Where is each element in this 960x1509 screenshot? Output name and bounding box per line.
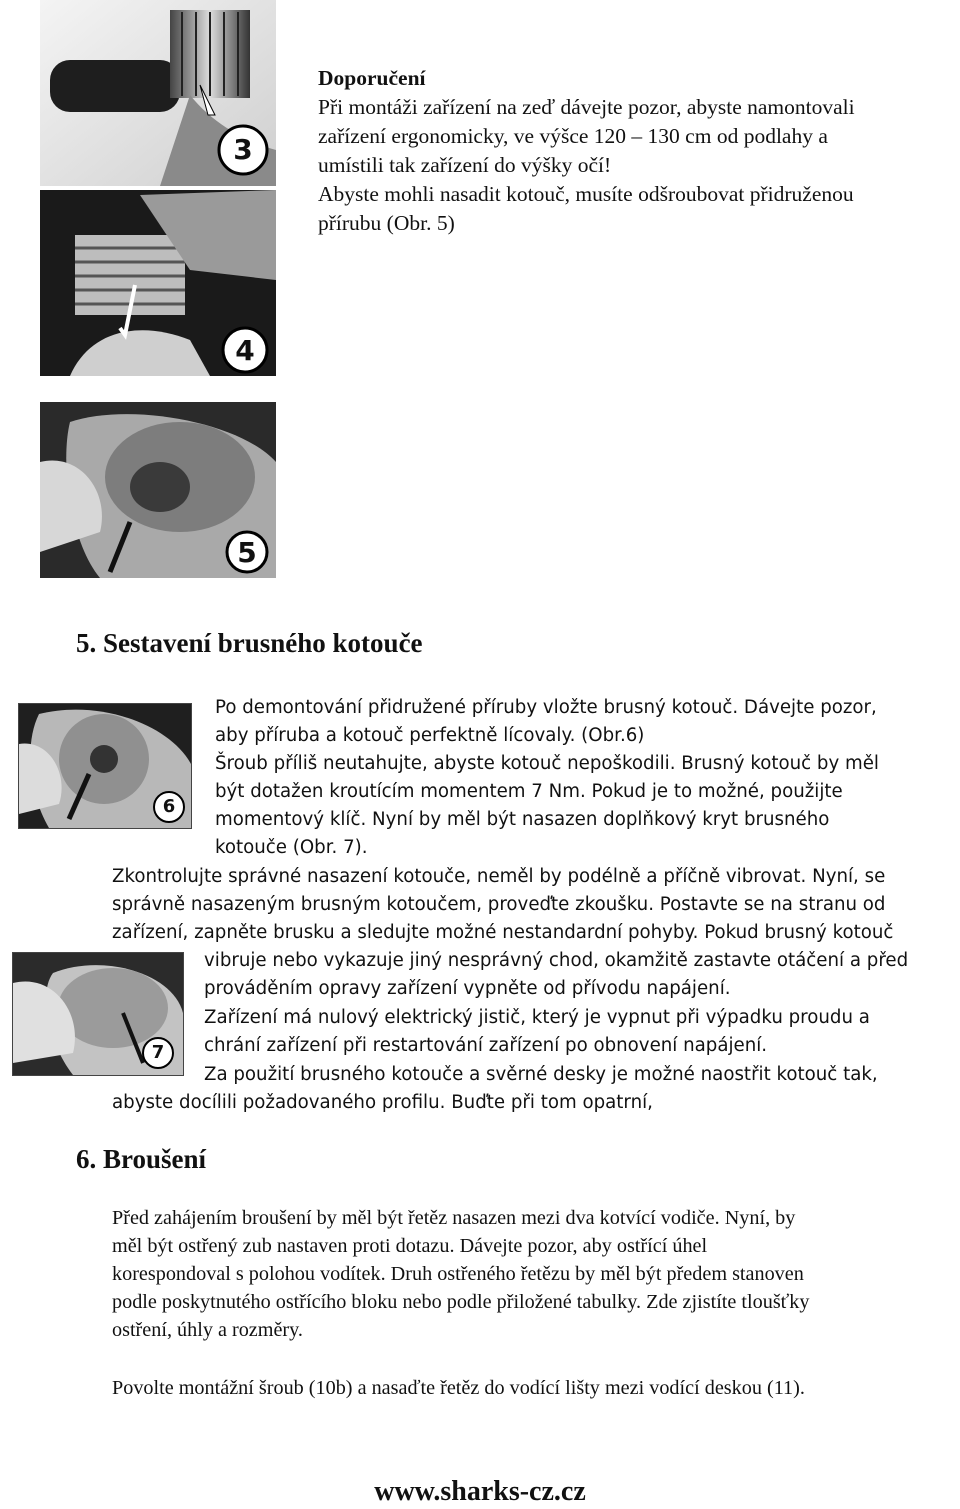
section-5-line: správně nasazeným brusným kotoučem, proveďte zkoušku. Postavte se na stranu od xyxy=(112,894,886,915)
figure-5-number: 5 xyxy=(237,536,257,569)
section-6-line: podle poskytnutého ostřícího bloku nebo podle přiložené tabulky. Zde zjistíte tloušťky xyxy=(112,1291,810,1313)
section-5-line: vibruje nebo vykazuje jiný nesprávný chod, okamžitě zastavte otáčení a před xyxy=(204,950,909,971)
section-5-line: Zkontrolujte správné nasazení kotouče, neměl by podélně a příčně vibrovat. Nyní, se xyxy=(112,866,886,887)
footer-url[interactable]: www.sharks-cz.cz xyxy=(374,1476,586,1507)
recommendation-line: Při montáži zařízení na zeď dávejte pozor, abyste namontovali xyxy=(318,95,855,119)
figure-3-photo xyxy=(40,0,276,186)
section-5-line: momentový klíč. Nyní by měl být nasazen doplňkový kryt brusného xyxy=(215,809,830,830)
recommendation-line: umístili tak zařízení do výšky očí! xyxy=(318,153,612,177)
section-6-line: ostření, úhly a rozměry. xyxy=(112,1319,303,1341)
recommendation-title: Doporučení xyxy=(318,66,426,90)
recommendation-line: Abyste mohli nasadit kotouč, musíte odšroubovat přidruženou xyxy=(318,182,854,206)
section-5-line: Zařízení má nulový elektrický jistič, který je vypnut při výpadku proudu a xyxy=(204,1007,870,1028)
section-6-heading: 6. Broušení xyxy=(76,1144,207,1174)
section-5-heading: 5. Sestavení brusného kotouče xyxy=(76,628,423,658)
section-5-line: Po demontování přidružené příruby vložte brusný kotouč. Dávejte pozor, xyxy=(215,697,877,718)
section-5-line: abyste docílili požadovaného profilu. Buďte při tom opatrní, xyxy=(112,1092,653,1113)
section-5-line: Šroub příliš neutahujte, abyste kotouč nepoškodili. Brusný kotouč by měl xyxy=(215,753,879,774)
section-5-line: kotouče (Obr. 7). xyxy=(215,837,368,858)
section-5-line: aby příruba a kotouč perfektně lícovaly. (Obr.6) xyxy=(215,725,645,746)
figure-3-number: 3 xyxy=(233,133,253,166)
section-6-line: Povolte montážní šroub (10b) a nasaďte řetěz do vodící lišty mezi vodící deskou (11). xyxy=(112,1377,805,1399)
section-6-line: Před zahájením broušení by měl být řetěz nasazen mezi dva kotvící vodiče. Nyní, by xyxy=(112,1207,796,1229)
figure-7-photo xyxy=(12,952,184,1076)
section-5-line: prováděním opravy zařízení vypněte od přívodu napájení. xyxy=(204,978,731,999)
figure-4-photo xyxy=(40,190,276,376)
section-6-line: měl být ostřený zub nastaven proti dotazu. Dávejte pozor, aby ostřící úhel xyxy=(112,1235,708,1257)
figure-6-photo xyxy=(18,703,192,829)
recommendation-line: zařízení ergonomicky, ve výšce 120 – 130 cm od podlahy a xyxy=(318,124,828,148)
figure-6-number: 6 xyxy=(162,796,176,817)
section-6-line: korespondoval s polohou vodítek. Druh ostřeného řetězu by měl být předem stanoven xyxy=(112,1263,804,1285)
section-5-line: chrání zařízení při restartování zařízení po obnovení napájení. xyxy=(204,1035,768,1056)
recommendation-line: přírubu (Obr. 5) xyxy=(318,211,455,235)
figure-4-number: 4 xyxy=(235,334,255,367)
figure-5-photo xyxy=(40,402,276,578)
section-5-line: Za použití brusného kotouče a svěrné desky je možné naostřit kotouč tak, xyxy=(204,1064,878,1085)
section-5-line: být dotažen kroutícím momentem 7 Nm. Pokud je to možné, použijte xyxy=(215,781,843,802)
figure-7-number: 7 xyxy=(151,1042,165,1063)
section-5-line: zařízení, zapněte brusku a sledujte možné nestandardní pohyby. Pokud brusný kotouč xyxy=(112,922,894,943)
